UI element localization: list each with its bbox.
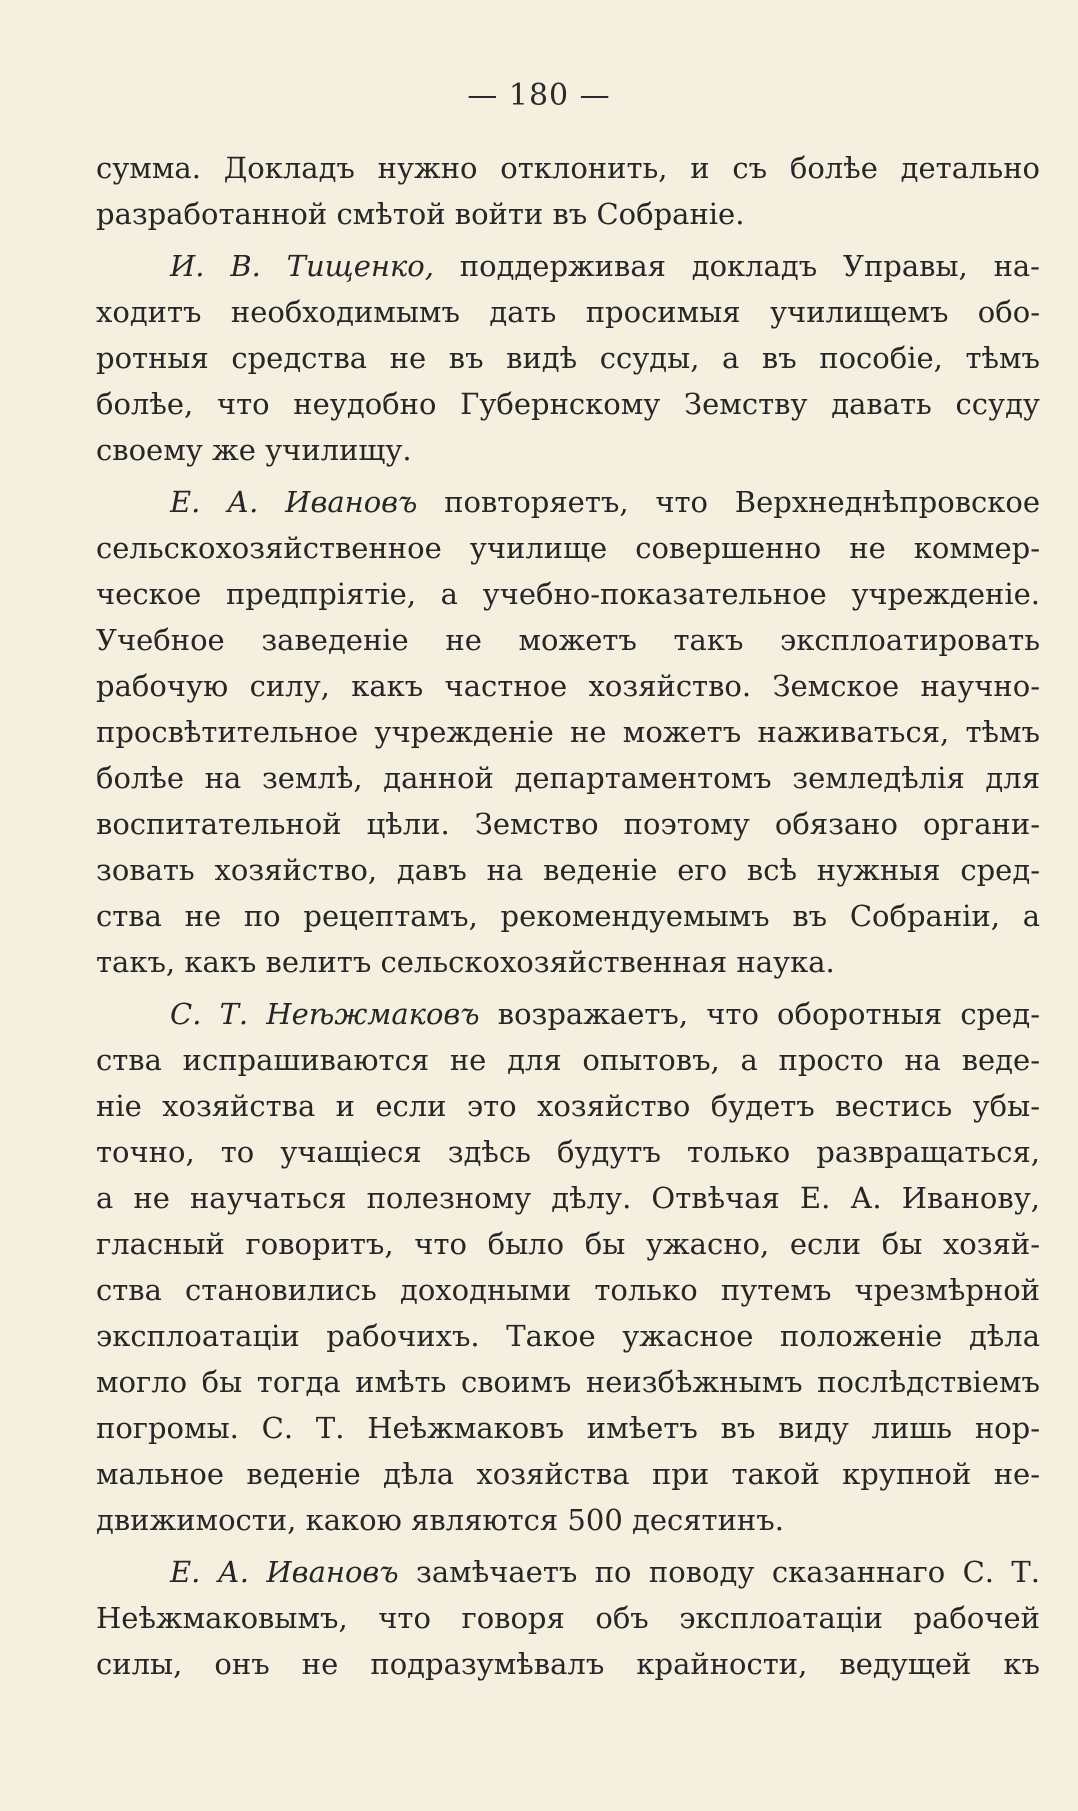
text-line <box>96 991 1040 1037</box>
line-text: ческое предпріятіе, а учебно-показательное учрежденіе. <box>96 577 1040 611</box>
paragraph <box>96 479 1040 985</box>
line-text: эксплоатаціи рабочихъ. Такое ужасное положеніе дѣла <box>96 1319 1040 1353</box>
text-line <box>96 479 1040 525</box>
text-line <box>96 1221 1040 1267</box>
line-text: разработанной смѣтой войти въ Собраніе. <box>96 197 745 231</box>
line-text: зовать хозяйство, давъ на веденіе его всѣ нужныя сред- <box>96 853 1040 887</box>
text-line <box>96 289 1040 335</box>
line-text: а не научаться полезному дѣлу. Отвѣчая Е. А. Иванову, <box>96 1181 1040 1215</box>
text-line <box>96 755 1040 801</box>
text-line <box>96 847 1040 893</box>
paragraph <box>96 145 1040 237</box>
text-line <box>96 243 1040 289</box>
speaker-name: Е. А. Ивановъ <box>170 485 418 519</box>
line-text: Учебное заведеніе не можетъ такъ эксплоатировать <box>96 623 1040 657</box>
line-text: повторяетъ, что Верхнеднѣпровское <box>417 485 1041 519</box>
text-line <box>96 1497 1040 1543</box>
text-line <box>96 145 1040 191</box>
line-text: ства не по рецептамъ, рекомендуемымъ въ Собраніи, а <box>96 899 1040 933</box>
line-text: гласный говоритъ, что было бы ужасно, если бы хозяй- <box>96 1227 1040 1261</box>
line-text: рабочую силу, какъ частное хозяйство. Земское научно- <box>96 669 1040 703</box>
text-line <box>96 1083 1040 1129</box>
line-text: сельскохозяйственное училище совершенно не коммер- <box>96 531 1040 565</box>
text-line <box>96 617 1040 663</box>
text-line <box>96 335 1040 381</box>
text-line <box>96 801 1040 847</box>
line-text: силы, онъ не подразумѣвалъ крайности, ведущей къ <box>96 1647 1040 1681</box>
paragraph <box>96 1549 1040 1687</box>
text-line <box>96 1595 1040 1641</box>
line-text: ства испрашиваются не для опытовъ, а просто на веде- <box>96 1043 1040 1077</box>
line-text: замѣчаетъ по поводу сказаннаго С. Т. <box>398 1555 1040 1589</box>
paragraph <box>96 243 1040 473</box>
line-text: Неѣжмаковымъ, что говоря объ эксплоатаціи рабочей <box>96 1601 1040 1635</box>
text-line <box>96 1313 1040 1359</box>
text-line <box>96 663 1040 709</box>
line-text: возражаетъ, что оборотныя сред- <box>479 997 1040 1031</box>
line-text: ства становились доходными только путемъ чрезмѣрной <box>96 1273 1040 1307</box>
line-text: мальное веденіе дѣла хозяйства при такой крупной не- <box>96 1457 1040 1491</box>
text-line <box>96 191 1040 237</box>
text-line <box>96 1359 1040 1405</box>
line-text: точно, то учащіеся здѣсь будутъ только развращаться, <box>96 1135 1040 1169</box>
text-line <box>96 1641 1040 1687</box>
text-line <box>96 571 1040 617</box>
text-line <box>96 1405 1040 1451</box>
speaker-name: И. В. Тищенко, <box>170 249 434 283</box>
line-text: своему же училищу. <box>96 433 412 467</box>
text-line <box>96 1267 1040 1313</box>
line-text: сумма. Докладъ нужно отклонить, и съ болѣе детально <box>96 151 1040 185</box>
line-text: болѣе, что неудобно Губернскому Земству давать ссуду <box>96 387 1040 421</box>
text-line <box>96 381 1040 427</box>
text-line <box>96 893 1040 939</box>
line-text: ходитъ необходимымъ дать просимыя училищемъ обо- <box>96 295 1040 329</box>
text-line <box>96 1175 1040 1221</box>
text-line <box>96 525 1040 571</box>
line-text: просвѣтительное учрежденіе не можетъ наживаться, тѣмъ <box>96 715 1040 749</box>
line-text: такъ, какъ велитъ сельскохозяйственная наука. <box>96 945 835 979</box>
text-line <box>96 709 1040 755</box>
line-text: воспитательной цѣли. Земство поэтому обязано органи- <box>96 807 1040 841</box>
line-text: ротныя средства не въ видѣ ссуды, а въ пособіе, тѣмъ <box>96 341 1040 375</box>
speaker-name: Е. А. Ивановъ <box>170 1555 399 1589</box>
text-line <box>96 427 1040 473</box>
line-text: могло бы тогда имѣть своимъ неизбѣжнымъ послѣдствіемъ <box>96 1365 1040 1399</box>
page-number: — 180 — <box>467 78 611 113</box>
line-text: погромы. С. Т. Неѣжмаковъ имѣетъ въ виду лишь нор- <box>96 1411 1040 1445</box>
text-line <box>96 1037 1040 1083</box>
page-text <box>96 145 1040 1687</box>
speaker-name: С. Т. Неѣжмаковъ <box>170 997 480 1031</box>
paragraph <box>96 991 1040 1543</box>
line-text: ніе хозяйства и если это хозяйство будетъ вестись убы- <box>96 1089 1040 1123</box>
text-line <box>96 939 1040 985</box>
text-line <box>96 1451 1040 1497</box>
line-text: поддерживая докладъ Управы, на- <box>433 249 1040 283</box>
text-line <box>96 1549 1040 1595</box>
text-line <box>96 1129 1040 1175</box>
line-text: движимости, какою являются 500 десятинъ. <box>96 1503 784 1537</box>
line-text: болѣе на землѣ, данной департаментомъ земледѣлія для <box>96 761 1040 795</box>
